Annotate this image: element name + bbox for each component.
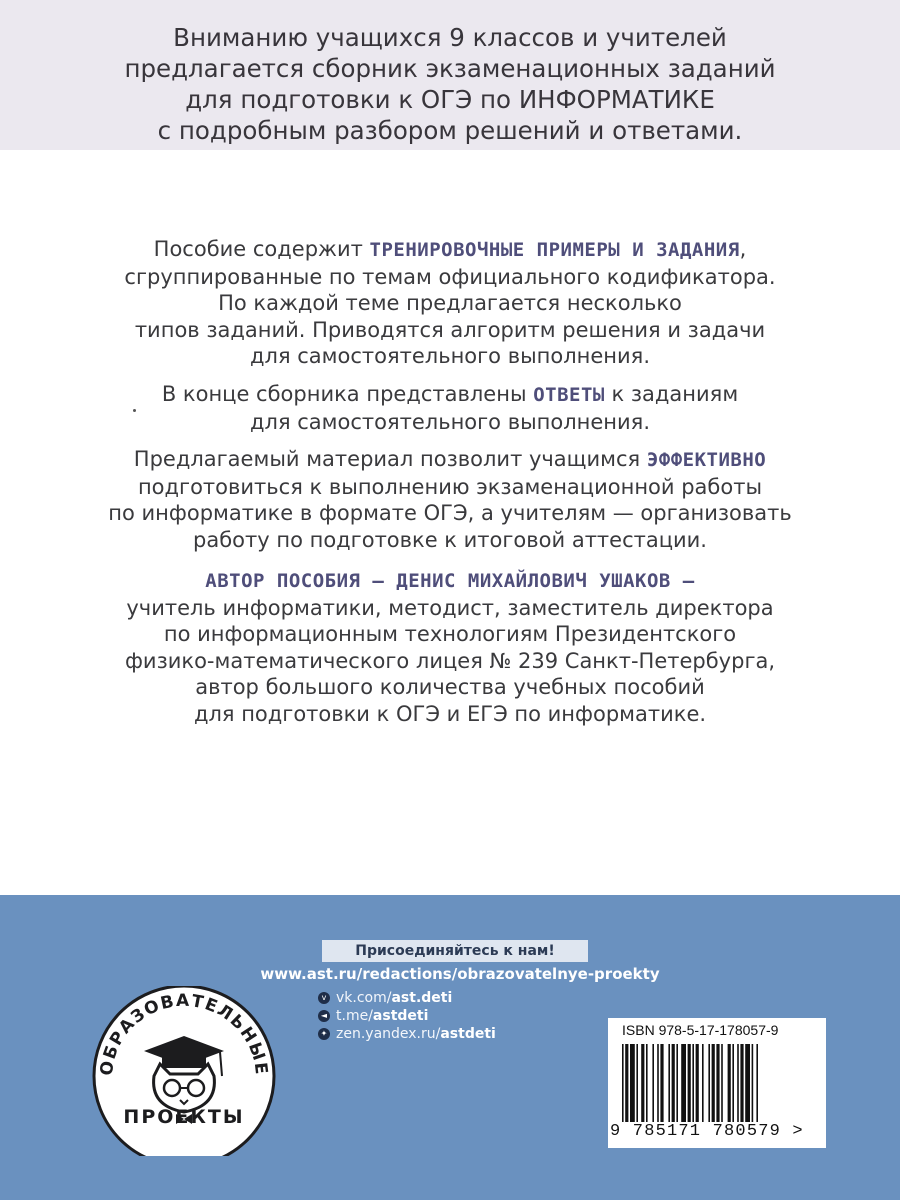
top-band	[0, 0, 900, 150]
social-link-zen[interactable]	[318, 1025, 496, 1043]
barcode-bar	[630, 1044, 635, 1122]
paragraph-line	[0, 236, 900, 264]
paragraph-line: По каждой теме предлагается несколько	[218, 291, 682, 315]
barcode-bar	[716, 1044, 719, 1122]
logo-circle	[94, 986, 274, 1156]
social-handle: astdeti	[440, 1026, 496, 1042]
paragraph-line: по информатике в формате ОГЭ, а учителям — организовать	[108, 501, 792, 525]
header-text	[0, 22, 900, 146]
logo-top-word: ОБРАЗОВАТЕЛЬНЫЕ	[96, 990, 272, 1077]
social-prefix: t.me/	[336, 1008, 373, 1024]
header-line-3: для подготовки к ОГЭ по ИНФОРМАТИКЕ	[185, 85, 715, 114]
site-url-link[interactable]: www.ast.ru/redactions/obrazovatelnye-proekty	[260, 965, 660, 983]
barcode-bar	[625, 1044, 628, 1122]
paragraph-line: учитель информатики, методист, заместитель директора	[126, 595, 774, 620]
barcode-bar	[702, 1044, 704, 1122]
barcode-bar	[688, 1044, 691, 1122]
social-prefix: zen.yandex.ru/	[336, 1026, 441, 1042]
highlight-answers: ОТВЕТЫ	[533, 384, 605, 406]
barcode-bar	[740, 1044, 743, 1122]
paragraph-line: подготовиться к выполнению экзаменационной работы	[137, 474, 763, 499]
text-run: к заданиям	[604, 382, 739, 406]
barcode-bar	[672, 1044, 675, 1122]
text-run: ,	[739, 237, 747, 261]
barcode-bar	[657, 1044, 659, 1122]
isbn-label: ISBN 978-5-17-178057-9	[622, 1022, 779, 1038]
paragraph-line: типов заданий. Приводятся алгоритм решения и задачи	[134, 317, 766, 342]
barcode-bar	[660, 1044, 663, 1122]
barcode-bar	[681, 1044, 686, 1122]
paragraph-answers	[0, 381, 900, 435]
text-run: В конце сборника представлены	[161, 382, 534, 406]
barcode-bar	[692, 1044, 694, 1122]
paragraph-line	[0, 381, 900, 409]
zen-icon: ✦	[318, 1028, 330, 1040]
paragraph-line: для самостоятельного выполнения.	[250, 344, 650, 368]
header-line-2: предлагается сборник экзаменационных заданий	[124, 54, 776, 83]
social-prefix: vk.com/	[336, 990, 392, 1006]
header-line-4: с подробным разбором решений и ответами.	[157, 116, 743, 145]
barcode-bar	[745, 1044, 750, 1122]
paragraph-line: для самостоятельного выполнения.	[250, 409, 650, 434]
barcode-icon	[620, 1044, 816, 1124]
telegram-icon: ◄	[318, 1010, 330, 1022]
social-handle: ast.deti	[391, 990, 453, 1006]
vk-icon: v	[318, 992, 330, 1004]
paragraph-line: работу по подготовке к итоговой аттестации.	[193, 527, 707, 552]
text-run: Предлагаемый материал позволит учащимся	[133, 447, 647, 471]
barcode-bar	[668, 1044, 670, 1122]
paragraph-line	[0, 446, 900, 474]
barcode-bar	[641, 1044, 644, 1122]
social-link-telegram[interactable]	[318, 1007, 428, 1025]
barcode-bar	[752, 1044, 754, 1122]
cap-base	[162, 1056, 206, 1068]
paragraph-line: для подготовки к ОГЭ и ЕГЭ по информатике.	[193, 701, 707, 726]
text-run: Пособие содержит	[153, 237, 370, 261]
paragraph-contents	[0, 236, 900, 370]
paragraph-material	[0, 446, 900, 553]
highlight-effective: ЭФФЕКТИВНО	[646, 449, 767, 471]
barcode-bar	[646, 1044, 648, 1122]
barcode-bar	[721, 1044, 723, 1122]
paragraph-line: автор большого количества учебных пособий	[195, 675, 705, 699]
isbn-barcode-box	[608, 1018, 826, 1148]
paragraph-line: по информационным технологиям Президентского	[163, 622, 737, 646]
logo-graphic	[84, 986, 284, 1156]
barcode-bar	[756, 1044, 758, 1122]
social-link-vk[interactable]	[318, 989, 452, 1007]
barcode-digits: 9 785171 780579 >	[610, 1122, 804, 1141]
paragraph-author	[0, 568, 900, 727]
header-line-1: Вниманию учащихся 9 классов и учителей	[173, 23, 727, 52]
publisher-logo	[84, 986, 284, 1160]
highlight-training: ТРЕНИРОВОЧНЫЕ ПРИМЕРЫ И ЗАДАНИЯ	[369, 239, 740, 261]
barcode-bar	[732, 1044, 734, 1122]
barcode-bar	[696, 1044, 699, 1122]
barcode-bar	[712, 1044, 715, 1122]
paragraph-line: физико-математического лицея № 239 Санкт-Петербурга,	[124, 648, 776, 673]
barcode-bar	[676, 1044, 678, 1122]
logo-bottom-word: ПРОЕКТЫ	[123, 1106, 245, 1128]
author-heading: АВТОР ПОСОБИЯ — ДЕНИС МИХАЙЛОВИЧ УШАКОВ —	[205, 570, 695, 592]
barcode-bar	[708, 1044, 710, 1122]
barcode-bar	[652, 1044, 654, 1122]
social-handle: astdeti	[372, 1008, 429, 1024]
barcode-bar	[728, 1044, 731, 1122]
barcode-bar	[636, 1044, 638, 1122]
paragraph-line: сгруппированные по темам официального кодификатора.	[124, 264, 776, 289]
barcode-bar	[737, 1044, 739, 1122]
barcode-bar	[622, 1044, 624, 1122]
join-us-label: Присоединяйтесь к нам!	[322, 940, 588, 962]
